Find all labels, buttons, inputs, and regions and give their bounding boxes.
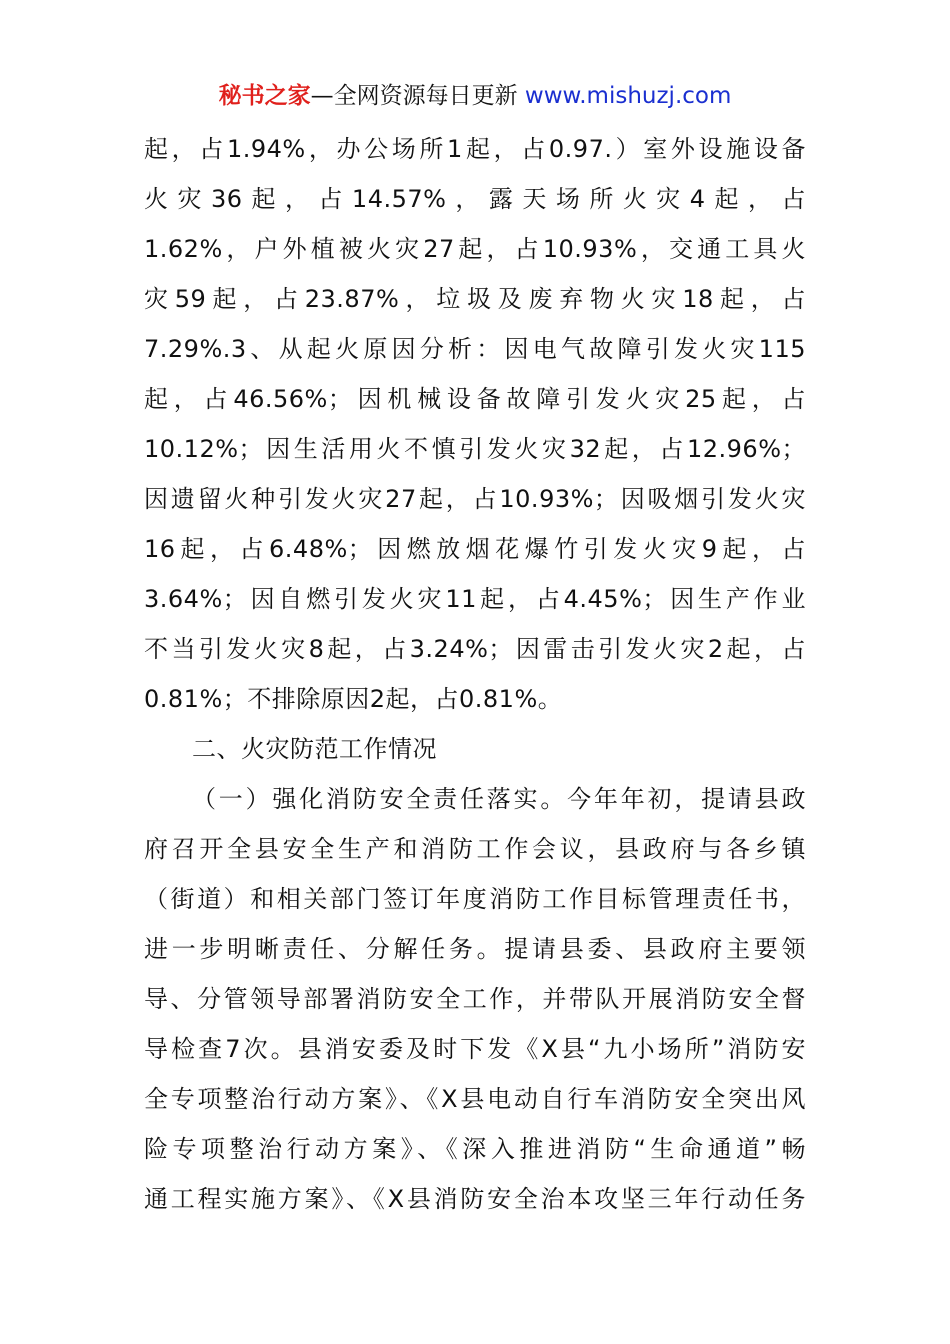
text-line: 全专项整治行动方案》、《X县电动自行车消防安全突出风 (144, 1085, 806, 1113)
site-url-link[interactable]: www.mishuzj.com (524, 83, 732, 109)
text-line: 1.62%，户外植被火灾27起，占10.93%，交通工具火 (144, 235, 806, 263)
text-line: 导检查7次。县消安委及时下发《X县“九小场所”消防安 (144, 1035, 806, 1063)
text-line: 16起，占6.48%；因燃放烟花爆竹引发火灾9起，占 (144, 535, 806, 563)
text-line: 因遗留火种引发火灾27起，占10.93%；因吸烟引发火灾 (144, 485, 806, 513)
text-line: 起，占46.56%；因机械设备故障引发火灾25起，占 (144, 385, 806, 413)
text-line: 通工程实施方案》、《X县消防安全治本攻坚三年行动任务 (144, 1185, 806, 1213)
text-line: 3.64%；因自燃引发火灾11起，占4.45%；因生产作业 (144, 585, 806, 613)
text-line: 险专项整治行动方案》、《深入推进消防“生命通道”畅 (144, 1135, 806, 1163)
site-header (0, 80, 950, 112)
text-line: 府召开全县安全生产和消防工作会议，县政府与各乡镇 (144, 835, 806, 863)
text-line: 7.29%.3、从起火原因分析：因电气故障引发火灾115 (144, 335, 806, 363)
text-line: 10.12%；因生活用火不慎引发火灾32起，占12.96%； (144, 435, 806, 463)
text-line: 导、分管领导部署消防安全工作，并带队开展消防安全督 (144, 985, 806, 1013)
text-line: 0.81%；不排除原因2起，占0.81%。 (144, 685, 563, 713)
text-line: 进一步明晰责任、分解任务。提请县委、县政府主要领 (144, 935, 806, 963)
text-line: （一）强化消防安全责任落实。今年年初，提请县政 (192, 785, 806, 813)
text-line: 不当引发火灾8起，占3.24%；因雷击引发火灾2起，占 (144, 635, 806, 663)
text-line: 灾59起，占23.87%，垃圾及废弃物火灾18起，占 (144, 285, 806, 313)
site-tagline: —全网资源每日更新 (310, 83, 518, 109)
site-brand: 秘书之家 (218, 83, 311, 109)
text-line: 起，占1.94%，办公场所1起，占0.97.）室外设施设备 (144, 135, 806, 163)
section-heading: 二、火灾防范工作情况 (192, 735, 437, 763)
text-line: 火灾36起，占14.57%，露天场所火灾4起，占 (144, 185, 806, 213)
text-line: （街道）和相关部门签订年度消防工作目标管理责任书， (144, 885, 806, 913)
